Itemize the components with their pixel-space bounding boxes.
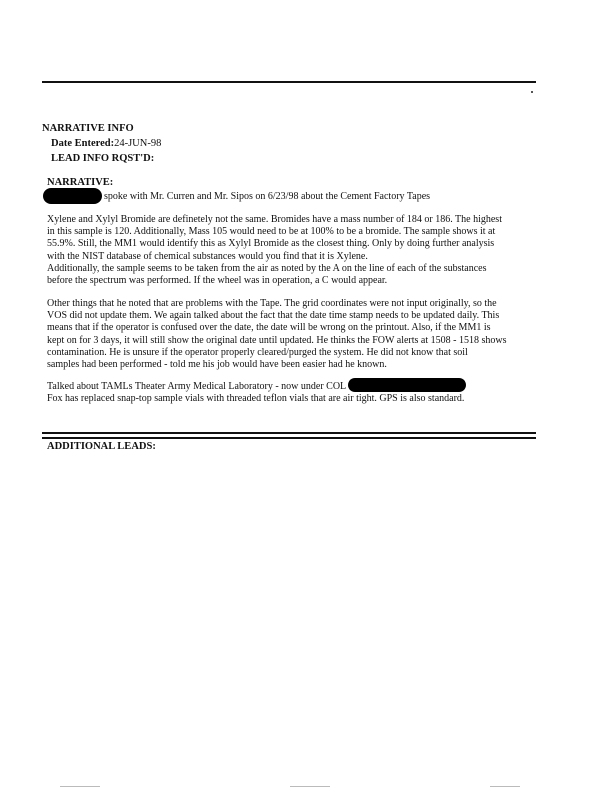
para1-line: 55.9%. Still, the MM1 would identify this as Xylyl Bromide as the closest thing. Only by doing further analysis [47,238,495,250]
bottom-rule-lower [42,437,536,439]
para1-line: in this sample is 120. Additionally, Mass 105 would need to be at 100% to be a bromide. The sample shows it at [47,226,496,238]
para2-line: kept on for 3 days, it will still show the original date until updated. He thinks the FOW alerts at 1508 - 1518 shows [47,334,507,346]
paragraph-tape-problems [47,298,567,371]
stray-mark [531,91,533,93]
para2-line: means that if the operator is confused over the date, the date will be wrong on the printout. Also, if the MM1 is [47,322,491,334]
redaction-box [43,188,102,204]
bottom-rule-upper [42,432,536,434]
date-entered-row [51,138,161,149]
redaction-box [348,378,466,392]
narrative-info-heading: NARRATIVE INFO [42,123,134,134]
date-entered-value: 24-JUN-98 [114,138,162,149]
scan-mark [60,786,100,787]
para2-line: Other things that he noted that are problems with the Tape. The grid coordinates were not input originally, so the [47,298,497,309]
para2-line: samples had been performed - told me his job would have been easier had he known. [47,359,387,371]
top-rule [42,81,536,83]
date-entered-label: Date Entered: [51,138,115,149]
para3-line [47,381,567,393]
para1-line: Xylene and Xylyl Bromide are definetely not the same. Bromides have a mass number of 184 or 186. The highest [47,214,502,225]
para1-line: Additionally, the sample seems to be taken from the air as noted by the A on the line of each of the substances [47,262,487,274]
narrative-heading: NARRATIVE: [47,177,114,188]
para2-line: contamination. He is unsure if the operator properly cleared/purged the system. He did not know that soil [47,346,468,358]
narrative-intro: spoke with Mr. Curren and Mr. Sipos on 6/23/98 about the Cement Factory Tapes [104,191,431,202]
para1-line: before the spectrum was performed. If the wheel was in operation, a C would appear. [47,275,388,287]
para3-line: Fox has replaced snap-top sample vials with threaded teflon vials that are air tight. GPS is also standard. [47,393,465,405]
para2-line: VOS did not update them. We again talked about the fact that the date time stamp needs to be updated daily. This [47,310,500,322]
scan-mark [290,786,330,787]
para1-line: with the NIST database of chemical substances would you find that it is Xylene. [47,250,368,262]
lead-info-label: LEAD INFO RQST'D: [51,153,155,164]
additional-leads-heading: ADDITIONAL LEADS: [47,441,156,452]
paragraph-taml [47,381,567,405]
scan-mark [490,786,520,787]
paragraph-xylene [47,214,567,287]
para3-line1-text: Talked about TAMLs Theater Army Medical Laboratory - now under COL [47,381,347,392]
